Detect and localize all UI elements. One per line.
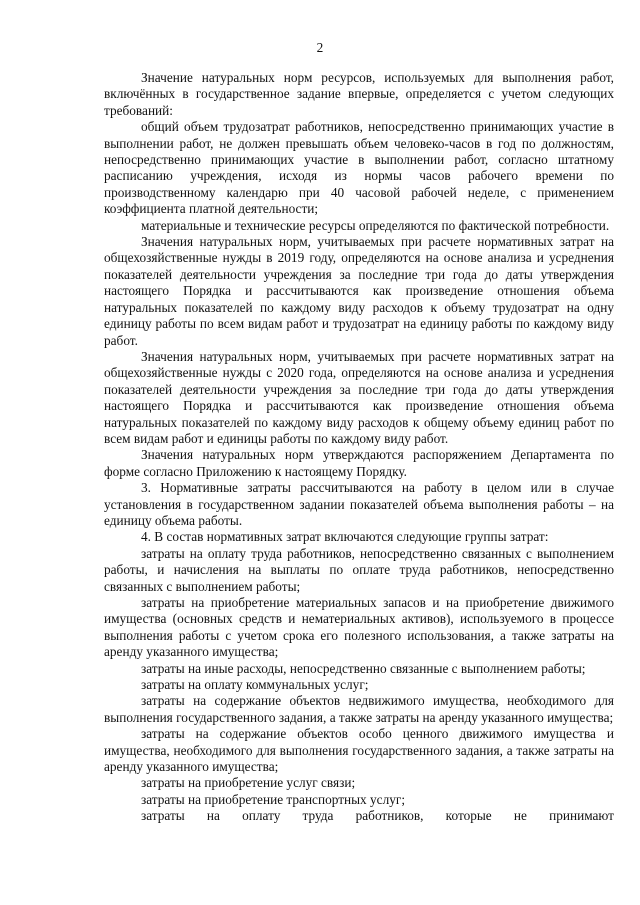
paragraph: затраты на приобретение услуг связи; [141, 775, 356, 791]
page-number: 2 [316, 40, 324, 55]
paragraph: 4. В состав нормативных затрат включаются следующие группы затрат: [141, 529, 549, 545]
paragraph: затраты на содержание объектов недвижимого имущества, необходимого для выполнения государственного задания, а также затраты на аренду указанного имущества; [104, 693, 614, 725]
paragraph: Значения натуральных норм, учитываемых при расчете нормативных затрат на общехозяйственные нужды с 2020 года, определяются на основе анализа и усреднения показателей деятельности учреждения за последние три года до даты утверждения настоящего Порядка и рассчитываются как произведение отношения объема натуральных показателей по каждому виду расходов к общему объему единиц работ по всем видам работ и единицы работы по каждому виду работ. [104, 348, 614, 446]
paragraph: материальные и технические ресурсы определяются по фактической потребности. [141, 217, 610, 233]
paragraph: Значение натуральных норм ресурсов, используемых для выполнения работ, включённых в государственное задание впервые, определяется с учетом следующих требований: [104, 70, 614, 118]
paragraph: затраты на приобретение материальных запасов и на приобретение движимого имущества (основных средств и нематериальных активов), используемого в процессе выполнения работы с учетом срока его полезного использования, а также затраты на аренду указанного имущества; [104, 595, 614, 660]
paragraph: 3. Нормативные затраты рассчитываются на работу в целом или в случае установления в государственном задании показателей объема выполнения работы – на единицу объема работы. [104, 480, 614, 528]
paragraph: затраты на содержание объектов особо ценного движимого имущества и имущества, необходимого для выполнения государственного задания, а также затраты на аренду указанного имущества; [104, 726, 614, 775]
paragraph: Значения натуральных норм утверждаются распоряжением Департамента по форме согласно Приложению к настоящему Порядку. [104, 447, 614, 479]
paragraph: затраты на приобретение транспортных услуг; [141, 791, 406, 807]
document-body [104, 70, 614, 825]
paragraph: затраты на оплату труда работников, непосредственно связанных с выполнением работы, и начисления на выплаты по оплате труда работников, непосредственно связанных с выполнением работы; [104, 545, 614, 594]
paragraph: общий объем трудозатрат работников, непосредственно принимающих участие в выполнении работ, не должен превышать объем человеко-часов в год по должностям, непосредственно принимающих участие в выполнении работ, согласно штатному расписанию учреждения, исходя из нормы часов рабочего времени по производственному календарю при 40 часовой рабочей неделе, с применением коэффициента платной деятельности; [104, 119, 614, 217]
paragraph: Значения натуральных норм, учитываемых при расчете нормативных затрат на общехозяйственные нужды в 2019 году, определяются на основе анализа и усреднения показателей деятельности учреждения за последние три года до даты утверждения настоящего Порядка и рассчитываются как произведение отношения объема натуральных показателей по каждому виду расходов к объему трудозатрат на одну единицу работы по всем видам работ и трудозатрат на единицу работы по каждому виду работ. [104, 234, 614, 348]
paragraph: затраты на иные расходы, непосредственно связанные с выполнением работы; [141, 660, 586, 676]
paragraph: затраты на оплату коммунальных услуг; [141, 677, 369, 693]
paragraph: затраты на оплату труда работников, которые не принимают [141, 808, 614, 824]
